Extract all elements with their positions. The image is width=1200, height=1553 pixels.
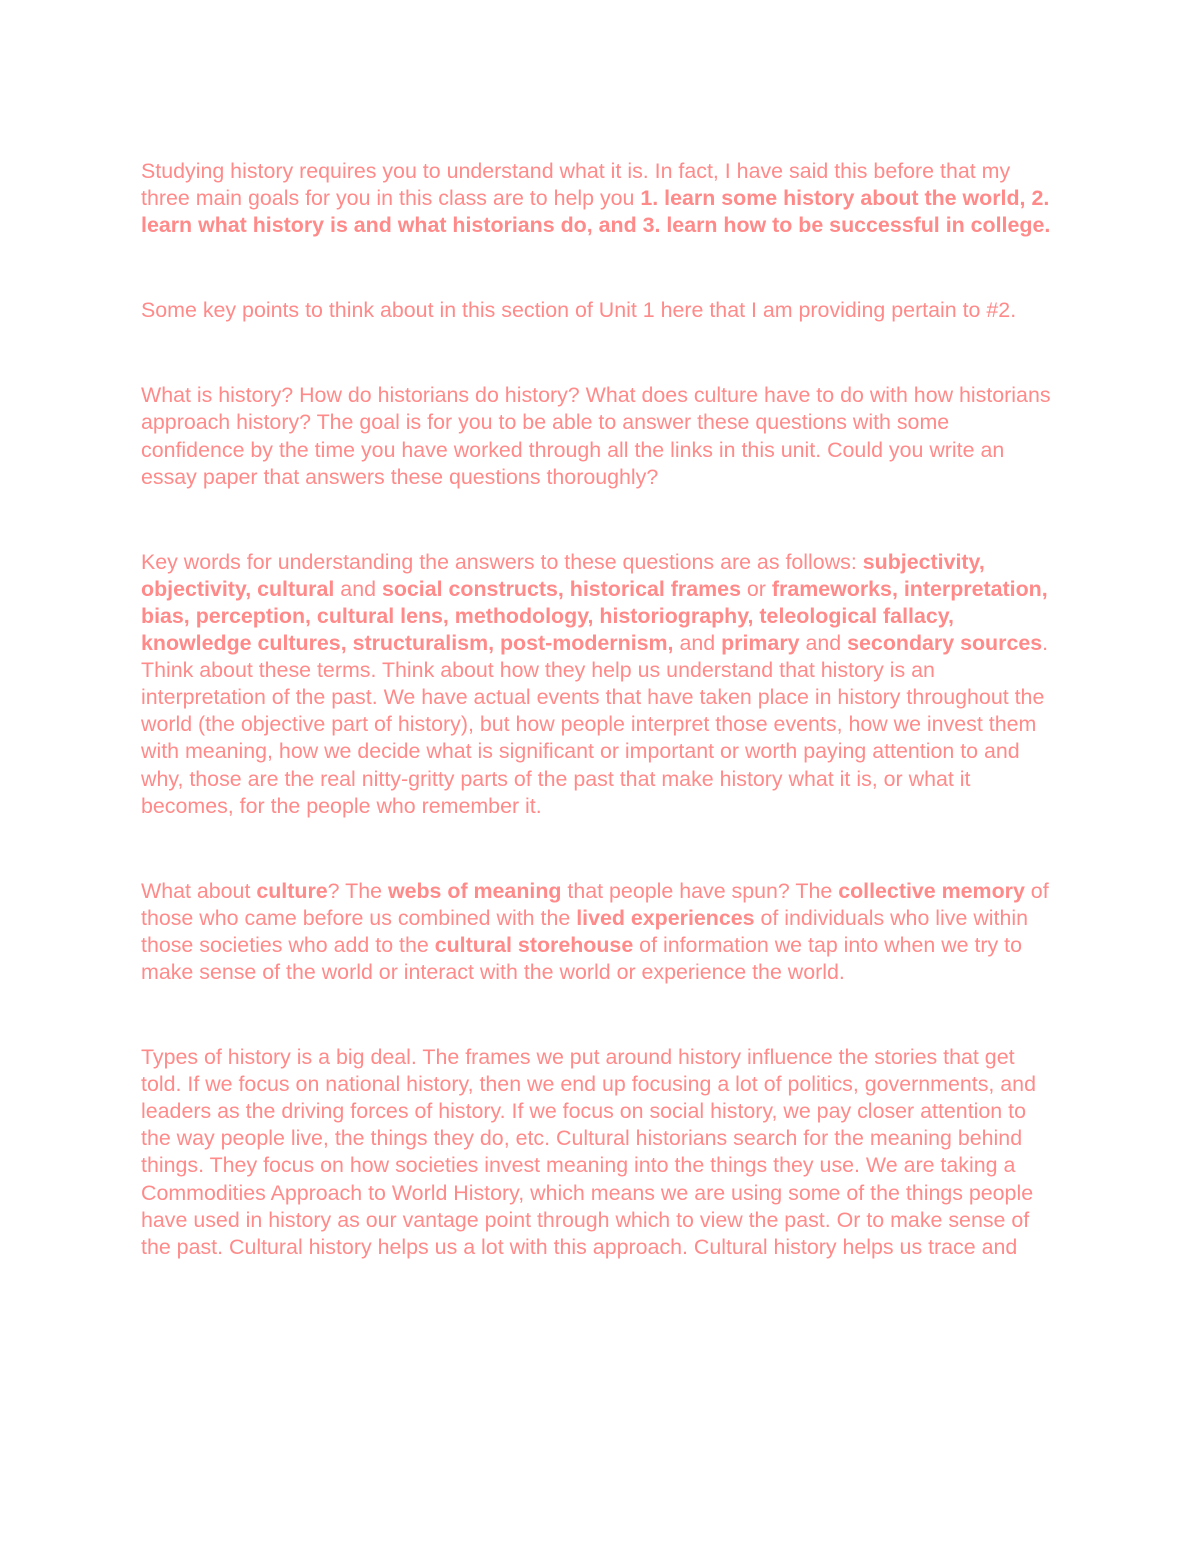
paragraph <box>141 297 1056 324</box>
text-run: What is history? How do historians do history? What does culture have to do with how historians approach history? The goal is for you to be able to answer these questions with some confidence by the time you have worked through all the links in this unit. Could you write an essay paper that answers these questions thoroughly? <box>141 383 1051 489</box>
paragraph <box>141 1044 1056 1261</box>
bold-text-run: primary <box>721 631 800 656</box>
text-run: that people have spun? The <box>561 878 839 903</box>
bold-text-run: cultural storehouse <box>434 932 634 957</box>
bold-text-run: secondary sources <box>847 631 1043 656</box>
paragraph <box>141 878 1056 986</box>
text-run: or <box>740 576 772 601</box>
bold-text-run: 1. learn some history about the world, 2. learn what history is and what historians do, and 3. learn how to be successful in college. <box>141 186 1051 238</box>
text-run: and <box>799 631 848 656</box>
text-run: Types of history is a big deal. The frames we put around history influence the stories that get told. If we focus on national history, then we end up focusing a lot of politics, governments, and leaders as the driving forces of history. If we focus on social history, we pay closer attention to the way people live, the things they do, etc. Cultural historians search for the meaning behind things. They focus on how societies invest meaning into the things they use. We are taking a Commodities Approach to World History, which means we are using some of the things people have used in history as our vantage point through which to view the past. Or to make sense of the past. Cultural history helps us a lot with this approach. Cultural history helps us trace and <box>141 1045 1036 1259</box>
paragraph-gap <box>141 986 1056 1044</box>
text-run: What about <box>141 878 257 903</box>
text-run: and <box>673 631 722 656</box>
bold-text-run: collective memory <box>838 878 1025 903</box>
bold-text-run: subjectivity, objectivity, cultural <box>141 549 985 601</box>
bold-text-run: lived experiences <box>576 905 755 930</box>
text-run: of information we tap into when we try to make sense of the world or interact with the world or experience the world. <box>141 932 1023 984</box>
text-run: of those who came before us combined with the <box>141 878 1049 930</box>
bold-text-run: frameworks, interpretation, bias, perception, cultural lens, methodology, historiography, teleological fallacy, knowledge cultures, structuralism, post-modernism, <box>141 576 1048 656</box>
paragraph-gap <box>141 324 1056 382</box>
paragraph-gap <box>141 820 1056 878</box>
paragraph <box>141 382 1056 490</box>
text-run: . Think about these terms. Think about how they help us understand that history is an interpretation of the past. We have actual events that have taken place in history throughout the world (the objective part of history), but how people interpret those events, how we invest them with meaning, how we decide what is significant or important or worth paying attention to and why, those are the real nitty-gritty parts of the past that make history what it is, or what it becomes, for the people who remember it. <box>141 631 1049 818</box>
paragraph <box>141 549 1056 820</box>
text-run: Studying history requires you to understand what it is. In fact, I have said this before that my three main goals for you in this class are to help you <box>141 159 1011 211</box>
text-run: and <box>334 576 382 601</box>
bold-text-run: social constructs, historical frames <box>381 576 741 601</box>
bold-text-run: culture <box>256 878 328 903</box>
paragraph-gap <box>141 239 1056 297</box>
text-run: Key words for understanding the answers to these questions are as follows: <box>141 549 863 574</box>
document-body <box>141 158 1056 1261</box>
bold-text-run: webs of meaning <box>387 878 562 903</box>
paragraph <box>141 158 1056 239</box>
text-run: ? The <box>327 878 388 903</box>
text-run: of individuals who live within those societies who add to the <box>141 905 1029 957</box>
paragraph-gap <box>141 491 1056 549</box>
text-run: Some key points to think about in this section of Unit 1 here that I am providing pertain to #2. <box>141 298 1017 323</box>
